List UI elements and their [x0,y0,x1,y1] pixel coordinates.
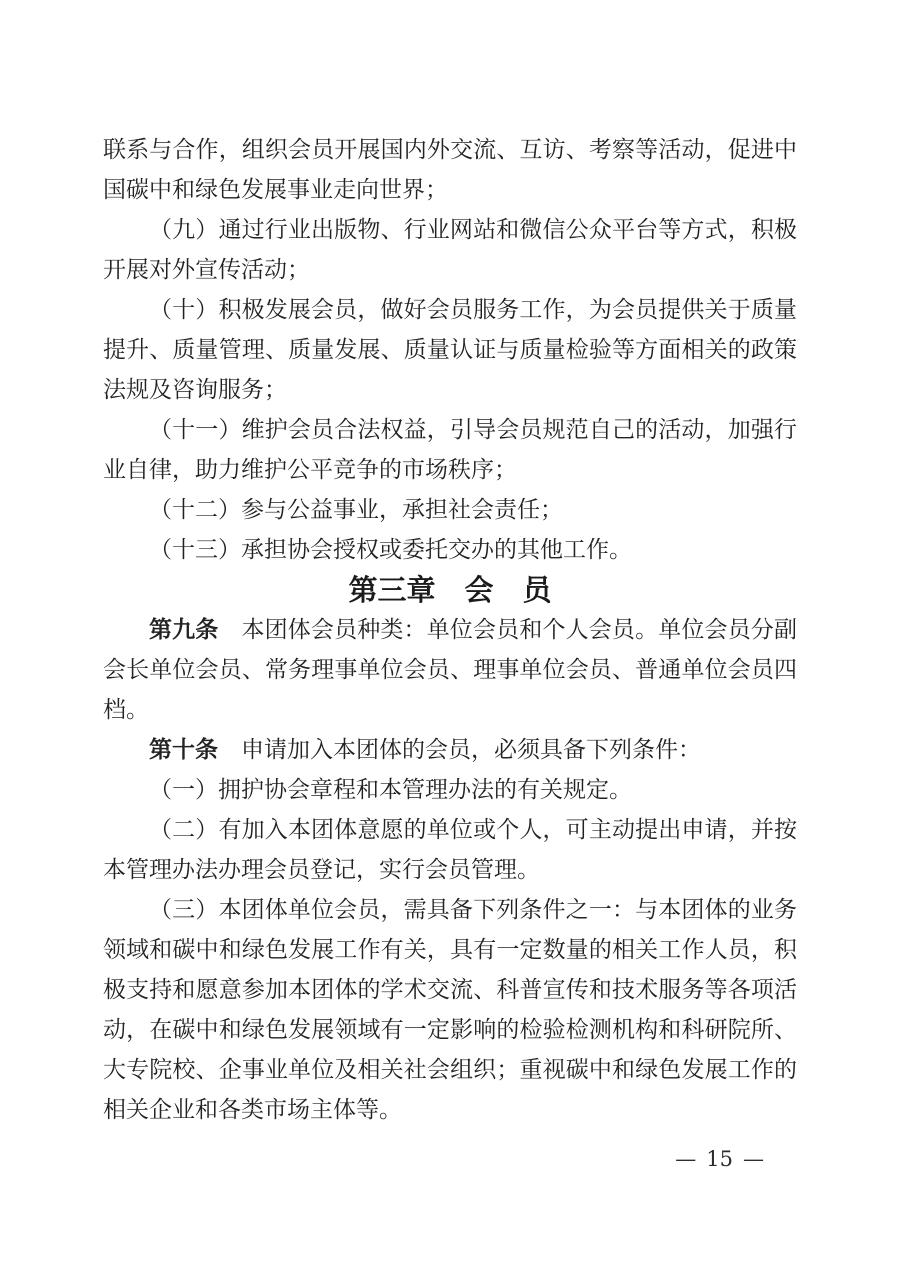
paragraph-condition-3: （三）本团体单位会员，需具备下列条件之一：与本团体的业务领域和碳中和绿色发展工作有关，具有一定数量的相关工作人员，积极支持和愿意参加本团体的学术交流、科普宣传和技术服务等各项活动，在碳中和绿色发展领域有一定影响的检验检测机构和科研院所、大专院校、企事业单位及相关社会组织；重视碳中和绿色发展工作的相关企业和各类市场主体等。 [103,897,797,1123]
paragraph-article-9 [103,610,797,730]
article-number-9: 第九条 [149,616,219,643]
paragraph-item-11: （十一）维护会员合法权益，引导会员规范自己的活动，加强行业自律，助力维护公平竞争的市场秩序； [103,417,797,483]
paragraph-continuation: 联系与合作，组织会员开展国内外交流、互访、考察等活动，促进中国碳中和绿色发展事业走向世界； [103,137,797,203]
paragraph-condition-2: （二）有加入本团体意愿的单位或个人，可主动提出申请，并按本管理办法办理会员登记，实行会员管理。 [103,817,797,883]
article-number-10: 第十条 [149,736,218,763]
page-number [675,1144,764,1174]
paragraph-article-10 [103,730,797,770]
paragraph-item-13: （十三）承担协会授权或委托交办的其他工作。 [149,537,632,563]
document-body [103,130,797,1130]
page-number-value: 15 [706,1147,733,1171]
paragraph-item-12: （十二）参与公益事业，承担社会责任； [149,497,563,523]
paragraph-item-9: （九）通过行业出版物、行业网站和微信公众平台等方式，积极开展对外宣传活动； [103,217,797,283]
paragraph-condition-1: （一）拥护协会章程和本管理办法的有关规定。 [149,777,632,803]
chapter-heading: 第三章 会 员 [348,573,552,607]
paragraph-item-10: （十）积极发展会员，做好会员服务工作，为会员提供关于质量提升、质量管理、质量发展、质量认证与质量检验等方面相关的政策法规及咨询服务； [103,297,797,403]
article-text-10: 申请加入本团体的会员，必须具备下列条件： [241,737,701,763]
page-number-right-dash: — [743,1147,764,1171]
page-number-left-dash: — [675,1147,697,1171]
article-text-9: 本团体会员种类：单位会员和个人会员。单位会员分副会长单位会员、常务理事单位会员、理事单位会员、普通单位会员四档。 [103,617,798,723]
